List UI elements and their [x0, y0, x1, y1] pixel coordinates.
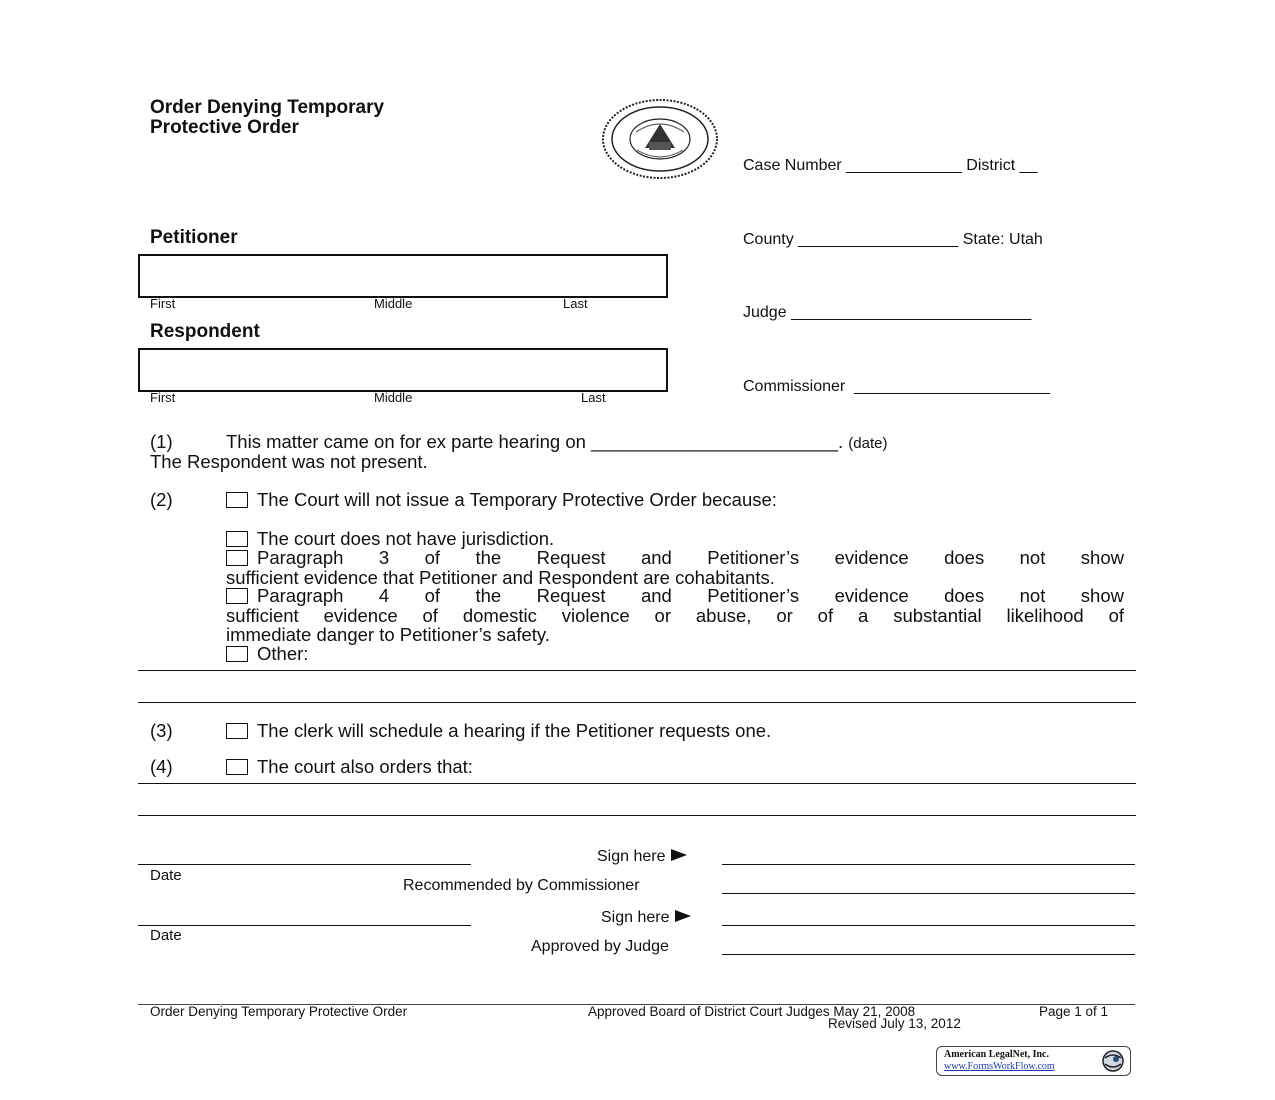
item1-number: (1) — [150, 431, 173, 452]
commissioner-signature-line[interactable] — [722, 864, 1135, 865]
item3-text — [226, 721, 771, 741]
respondent-last-label: Last — [581, 390, 606, 405]
option-d-label: Other: — [257, 643, 309, 664]
item4-number: (4) — [150, 756, 173, 777]
recommended-by-label: Recommended by Commissioner — [403, 877, 640, 894]
case-number-line[interactable]: Case Number _____________ District __ — [743, 157, 1038, 174]
option-c-line1 — [226, 586, 1124, 606]
item2-option-a — [226, 529, 554, 549]
petitioner-label: Petitioner — [150, 227, 238, 248]
judge-name-line[interactable] — [722, 954, 1135, 955]
item1-date-hint: (date) — [848, 435, 888, 452]
option-c-line2: sufficient evidence of domestic violence or abuse, or of a substantial likelihood of — [226, 604, 1124, 626]
document-title — [150, 98, 384, 138]
date-label-1: Date — [150, 867, 182, 884]
case-info-block — [743, 105, 1050, 424]
county-line[interactable]: County __________________ State: Utah — [743, 230, 1043, 248]
globe-icon — [1100, 1049, 1126, 1073]
petitioner-name-field[interactable] — [138, 254, 668, 298]
option-a-label: The court does not have jurisdiction. — [257, 528, 555, 549]
respondent-middle-label: Middle — [374, 390, 413, 405]
arrow-right-icon — [670, 849, 688, 861]
item2-checkbox[interactable] — [226, 492, 248, 508]
commissioner-line[interactable]: Commissioner ______________________ — [743, 377, 1050, 395]
respondent-label: Respondent — [150, 321, 260, 342]
approved-by-label: Approved by Judge — [531, 938, 669, 955]
item2-option-c — [226, 586, 1124, 645]
sign-here-1 — [597, 848, 688, 866]
option-b-line1 — [226, 548, 1124, 568]
item4-label: The court also orders that: — [257, 756, 473, 777]
item4-text — [226, 757, 473, 777]
sign-here-2 — [601, 909, 692, 927]
item2-number: (2) — [150, 489, 173, 510]
title-line-1: Order Denying Temporary — [150, 97, 385, 118]
footer-form-title: Order Denying Temporary Protective Order — [150, 1004, 408, 1019]
option-b-line2: sufficient evidence that Petitioner and Respondent are cohabitants. — [226, 566, 775, 588]
commissioner-name-line[interactable] — [722, 893, 1135, 894]
other-line-2[interactable] — [138, 702, 1136, 703]
petitioner-last-label: Last — [563, 296, 588, 311]
item1-hearing-date-field[interactable]: This matter came on for ex parte hearing on ________________________. — [226, 431, 844, 452]
footer-revised: Revised July 13, 2012 — [828, 1016, 961, 1031]
respondent-name-field[interactable] — [138, 348, 668, 392]
title-line-2: Protective Order — [150, 117, 299, 138]
orders-line-2[interactable] — [138, 815, 1136, 816]
court-seal — [601, 98, 719, 180]
arrow-right-icon — [674, 910, 692, 922]
date-line-1[interactable] — [138, 864, 471, 865]
option-a-checkbox[interactable] — [226, 531, 248, 547]
sign-here-2-text: Sign here — [601, 909, 670, 926]
logo-url[interactable]: www.FormsWorkFlow.com — [944, 1061, 1055, 1072]
date-line-2[interactable] — [138, 925, 471, 926]
item2-text — [226, 490, 777, 510]
item3-number: (3) — [150, 720, 173, 741]
option-c-line3: immediate danger to Petitioner’s safety. — [226, 624, 550, 645]
option-c-checkbox[interactable] — [226, 588, 248, 604]
item2-label: The Court will not issue a Temporary Protective Order because: — [257, 489, 777, 510]
orders-line-1[interactable] — [138, 783, 1136, 784]
item2-option-d — [226, 644, 308, 664]
date-label-2: Date — [150, 927, 182, 944]
item4-checkbox[interactable] — [226, 759, 248, 775]
judge-signature-line[interactable] — [722, 925, 1135, 926]
sign-here-1-text: Sign here — [597, 848, 666, 865]
other-line-1[interactable] — [138, 670, 1136, 671]
logo-name: American LegalNet, Inc. — [944, 1049, 1049, 1060]
item1-line2: The Respondent was not present. — [150, 451, 428, 472]
petitioner-middle-label: Middle — [374, 296, 413, 311]
option-d-checkbox[interactable] — [226, 646, 248, 662]
item3-label: The clerk will schedule a hearing if the Petitioner requests one. — [257, 720, 772, 741]
item3-checkbox[interactable] — [226, 723, 248, 739]
petitioner-first-label: First — [150, 296, 176, 311]
option-b-line1-text: Paragraph 3 of the Request and Petitioner’s evidence does not show — [257, 547, 1124, 568]
footer-page: Page 1 of 1 — [1039, 1004, 1109, 1019]
respondent-first-label: First — [150, 390, 176, 405]
judge-line[interactable]: Judge ___________________________ — [743, 304, 1032, 321]
option-c-line1-text: Paragraph 4 of the Request and Petitioner’s evidence does not show — [257, 585, 1124, 606]
footer-approved: Approved Board of District Court Judges May 21, 2008 — [588, 1004, 916, 1019]
option-b-checkbox[interactable] — [226, 550, 248, 566]
item2-option-b — [226, 548, 1124, 587]
american-legalnet-logo[interactable] — [936, 1046, 1131, 1076]
